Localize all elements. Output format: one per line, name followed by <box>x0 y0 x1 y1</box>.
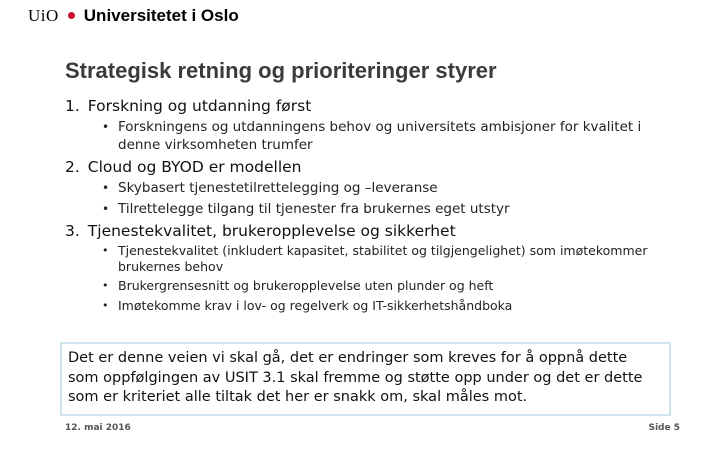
sub-list-item: • Tjenestekvalitet (inkludert kapasitet, stabilitet og tilgjengelighet) som imøtekommer brukernes behov <box>65 243 685 274</box>
uio-seal-icon <box>67 12 76 21</box>
uio-logo <box>28 6 239 26</box>
list-item <box>65 157 685 218</box>
list-item-heading <box>65 221 685 241</box>
callout-box: Det er denne veien vi skal gå, det er endringer som kreves for å oppnå dette som oppfølgingen av USIT 3.1 skal fremme og støtte opp under og det er dette som er kriteriet alle tiltak det her er snakk om, skal måles mot. <box>60 342 671 416</box>
list-item-heading <box>65 157 685 177</box>
list-item-number: 2. <box>65 158 80 176</box>
sub-list-item: • Brukergrensesnitt og brukeropplevelse uten plunder og heft <box>65 278 685 294</box>
sub-list <box>65 118 685 154</box>
list-item-heading <box>65 96 685 116</box>
list-item <box>65 221 685 313</box>
list-item-number: 3. <box>65 222 80 240</box>
uio-wordmark: UiO <box>28 6 59 25</box>
list-item-title: Forskning og utdanning først <box>87 97 312 115</box>
slide-title: Strategisk retning og prioriteringer styrer <box>65 58 497 83</box>
list-item <box>65 96 685 154</box>
page-number: Side 5 <box>648 423 680 433</box>
sub-list-item: • Skybasert tjenestetilrettelegging og –leveranse <box>65 179 685 197</box>
university-name: Universitetet i Oslo <box>83 6 239 25</box>
list-item-title: Cloud og BYOD er modellen <box>87 158 302 176</box>
sub-list-item: • Tilrettelegge tilgang til tjenester fra brukernes eget utstyr <box>65 200 685 218</box>
slide-content <box>65 96 685 317</box>
footer-date: 12. mai 2016 <box>65 423 131 433</box>
list-item-title: Tjenestekvalitet, brukeropplevelse og sikkerhet <box>87 222 456 240</box>
sub-list-item: • Forskningens og utdanningens behov og universitets ambisjoner for kvalitet i denne virksomheten trumfer <box>65 118 685 154</box>
list-item-number: 1. <box>65 97 80 115</box>
sub-list-item: • Imøtekomme krav i lov- og regelverk og IT-sikkerhetshåndboka <box>65 298 685 314</box>
sub-list <box>65 243 685 313</box>
sub-list <box>65 179 685 218</box>
